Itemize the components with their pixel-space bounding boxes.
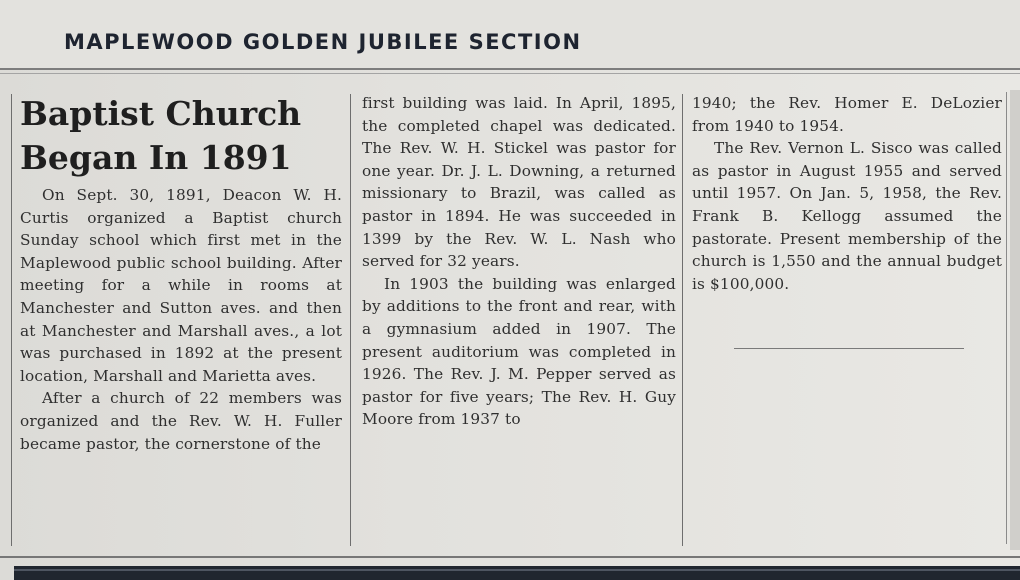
next-section-bar-line xyxy=(14,569,1020,571)
article-column-3 xyxy=(692,92,1002,295)
column-rule-1 xyxy=(350,94,351,546)
adjacent-column-edge xyxy=(1010,90,1020,550)
section-title: MAPLEWOOD GOLDEN JUBILEE SECTION xyxy=(64,30,582,54)
column-rule-right xyxy=(1006,92,1007,544)
footer-rule xyxy=(0,556,1020,558)
paragraph: The Rev. Vernon L. Sisco was called as pastor in August 1955 and served until 1957. On Jan. 5, 1958, the Rev. Frank B. Kellogg assumed the pastorate. Present membership of the church is 1,550 and the annual budget is $100,000. xyxy=(692,139,1002,293)
article-end-rule xyxy=(734,348,964,349)
article-column-2 xyxy=(362,92,676,431)
paragraph: first building was laid. In April, 1895, the completed chapel was dedicated. The Rev. W. H. Stickel was pastor for one year. Dr. J. L. Downing, a returned missionary to Brazil, was called as pastor in 1894. He was succeeded in 1399 by the Rev. W. L. Nash who served for 32 years. xyxy=(362,94,676,271)
section-header xyxy=(0,0,1020,70)
headline-line-2: Began In 1891 xyxy=(20,138,292,177)
article-column-1 xyxy=(20,92,342,455)
column-rule-2 xyxy=(682,94,683,546)
header-rule-thin xyxy=(0,73,1020,74)
headline-line-1: Baptist Church xyxy=(20,94,302,133)
paragraph: In 1903 the building was enlarged by additions to the front and rear, with a gymnasium added in 1907. The present auditorium was completed in 1926. The Rev. J. M. Pepper served as pastor for five years; The Rev. H. Guy Moore from 1937 to xyxy=(362,274,676,429)
article-headline xyxy=(20,92,342,180)
column-rule-left xyxy=(11,94,12,546)
header-rule xyxy=(0,68,1020,70)
paragraph: After a church of 22 members was organized and the Rev. W. H. Fuller became pastor, the cornerstone of the xyxy=(20,389,342,453)
paragraph: 1940; the Rev. Homer E. DeLozier from 1940 to 1954. xyxy=(692,94,1002,135)
paragraph: On Sept. 30, 1891, Deacon W. H. Curtis organized a Baptist church Sunday school which first met in the Maplewood public school building. After meeting for a while in rooms at Manchester and Sutton aves. and then at Manchester and Marshall aves., a lot was purchased in 1892 at the present location, Marshall and Marietta aves. xyxy=(20,186,342,385)
